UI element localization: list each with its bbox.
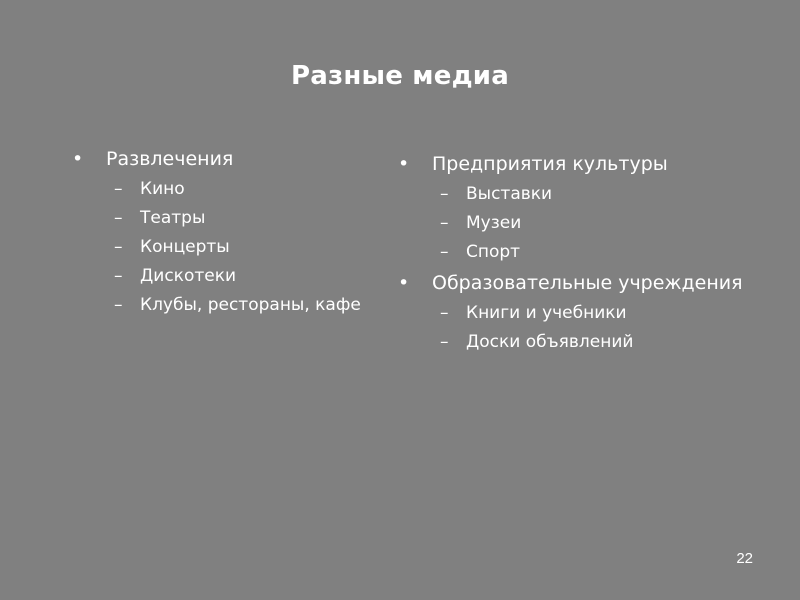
sub-bullet-list — [432, 299, 788, 357]
dash-icon: – — [440, 303, 449, 323]
sub-item-label: Книги и учебники — [466, 303, 627, 323]
slide-title: Разные медиа — [291, 61, 509, 91]
sub-bullet-list — [106, 175, 392, 320]
sub-item-label: Спорт — [466, 242, 521, 262]
bullet-icon: • — [72, 148, 84, 170]
sub-item-label: Клубы, рестораны, кафе — [140, 295, 361, 315]
bullet-item-culture — [398, 148, 788, 267]
sub-item — [398, 180, 788, 209]
sub-item-label: Концерты — [140, 237, 230, 257]
right-bullet-list — [398, 148, 788, 357]
bullet-label: Развлечения — [106, 148, 234, 170]
sub-item — [398, 328, 788, 357]
bullet-label: Образовательные учреждения — [432, 272, 743, 294]
bullet-icon: • — [398, 153, 410, 175]
sub-item — [398, 209, 788, 238]
sub-item — [72, 262, 392, 291]
sub-item-label: Театры — [140, 208, 206, 228]
bullet-item-entertainment — [72, 143, 392, 320]
dash-icon: – — [114, 237, 123, 257]
bullet-item-education — [398, 267, 788, 357]
dash-icon: – — [114, 266, 123, 286]
page-number: 22 — [736, 550, 753, 567]
sub-item — [72, 204, 392, 233]
dash-icon: – — [440, 332, 449, 352]
sub-item-label: Выставки — [466, 184, 553, 204]
dash-icon: – — [440, 242, 449, 262]
sub-bullet-list — [432, 180, 788, 267]
bullet-icon: • — [398, 272, 410, 294]
sub-item-label: Музеи — [466, 213, 522, 233]
dash-icon: – — [114, 295, 123, 315]
sub-item-label: Дискотеки — [140, 266, 237, 286]
dash-icon: – — [440, 184, 449, 204]
sub-item — [398, 238, 788, 267]
dash-icon: – — [114, 179, 123, 199]
sub-item — [72, 175, 392, 204]
sub-item — [72, 291, 392, 320]
sub-item-label: Доски объявлений — [466, 332, 634, 352]
dash-icon: – — [114, 208, 123, 228]
dash-icon: – — [440, 213, 449, 233]
sub-item-label: Кино — [140, 179, 185, 199]
sub-item — [72, 233, 392, 262]
bullet-label: Предприятия культуры — [432, 153, 668, 175]
left-bullet-list — [72, 143, 392, 320]
sub-item — [398, 299, 788, 328]
